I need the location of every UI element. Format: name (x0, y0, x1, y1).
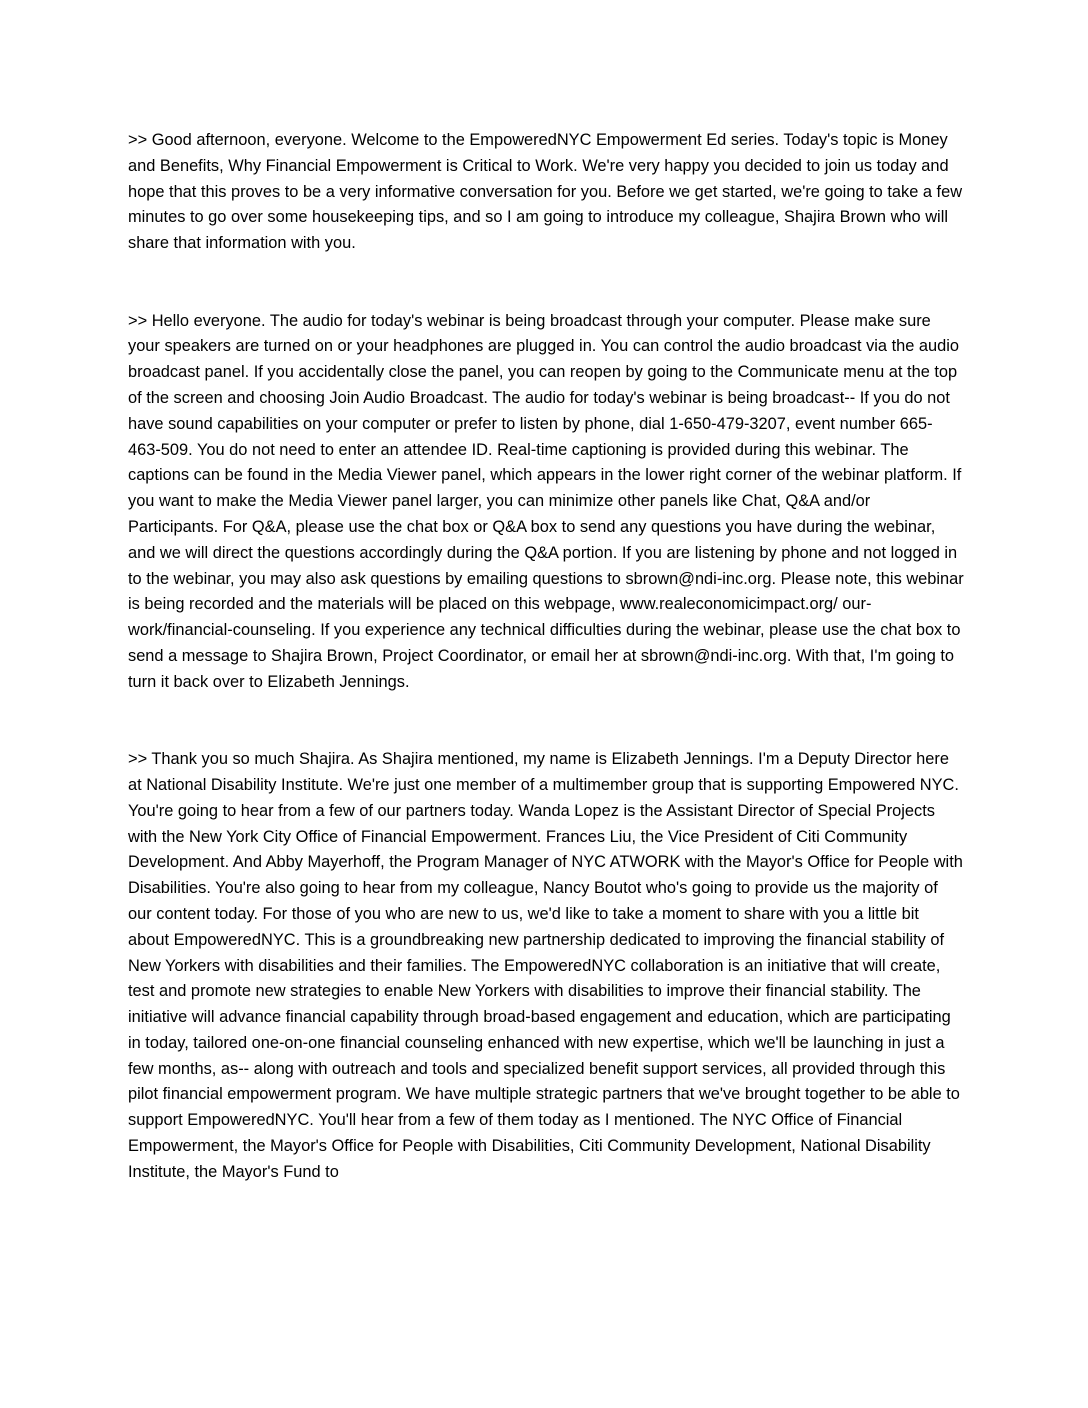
transcript-paragraph-welcome: >> Good afternoon, everyone. Welcome to the EmpoweredNYC Empowerment Ed series. Today's topic is Money and Benefits, Why Financial Empowerment is Critical to Work. We're very happy you decided to join us today and hope that this proves to be a very informative conversation for you. Before we get started, we're going to take a few minutes to go over some housekeeping tips, and so I am going to introduce my colleague, Shajira Brown who will share that information with you. (128, 131, 963, 253)
transcript-paragraph-introduction: >> Thank you so much Shajira. As Shajira mentioned, my name is Elizabeth Jennings. I'm a Deputy Director here at National Disability Institute. We're just one member of a multimember group that is supporting Empowered NYC. You're going to hear from a few of our partners today. Wanda Lopez is the Assistant Director of Special Projects with the New York City Office of Financial Empowerment. Frances Liu, the Vice President of Citi Community Development. And Abby Mayerhoff, the Program Manager of NYC ATWORK with the Mayor's Office for People with Disabilities. You're also going to hear from my colleague, Nancy Boutot who's going to provide us the majority of our content today. For those of you who are new to us, we'd like to take a moment to share with you a little bit about EmpoweredNYC. This is a groundbreaking new partnership dedicated to improving the financial stability of New Yorkers with disabilities and their families. The EmpoweredNYC collaboration is an initiative that will create, test and promote new strategies to enable New Yorkers with disabilities to improve their financial stability. The initiative will advance financial capability through broad-based engagement and education, which are participating in today, tailored one-on-one financial counseling enhanced with new expertise, which we'll be launching in just a few months, as-- along with outreach and tools and specialized benefit support services, all provided through this pilot financial empowerment program. We have multiple strategic partners that we've brought together to be able to support EmpoweredNYC. You'll hear from a few of them today as I mentioned. The NYC Office of Financial Empowerment, the Mayor's Office for People with Disabilities, Citi Community Development, National Disability Institute, the Mayor's Fund to (128, 750, 963, 1181)
transcript-paragraph-housekeeping: >> Hello everyone. The audio for today's webinar is being broadcast through your computer. Please make sure your speakers are turned on or your headphones are plugged in. You can control the audio broadcast via the audio broadcast panel. If you accidentally close the panel, you can reopen by going to the Communicate menu at the top of the screen and choosing Join Audio Broadcast. The audio for today's webinar is being broadcast-- If you do not have sound capabilities on your computer or prefer to listen by phone, dial 1-650-479-3207, event number 665-463-509. You do not need to enter an attendee ID. Real-time captioning is provided during this webinar. The captions can be found in the Media Viewer panel, which appears in the lower right corner of the webinar platform. If you want to make the Media Viewer panel larger, you can minimize other panels like Chat, Q&A and/or Participants. For Q&A, please use the chat box or Q&A box to send any questions you have during the webinar, and we will direct the questions accordingly during the Q&A portion. If you are listening by phone and not logged in to the webinar, you may also ask questions by emailing questions to sbrown@ndi-inc.org. Please note, this webinar is being recorded and the materials will be placed on this webpage, www.realeconomicimpact.org/ our-work/financial-counseling. If you experience any technical difficulties during the webinar, please use the chat box to send a message to Shajira Brown, Project Coordinator, or email her at sbrown@ndi-inc.org. With that, I'm going to turn it back over to Elizabeth Jennings. (128, 311, 964, 691)
transcript-body (128, 128, 964, 1186)
